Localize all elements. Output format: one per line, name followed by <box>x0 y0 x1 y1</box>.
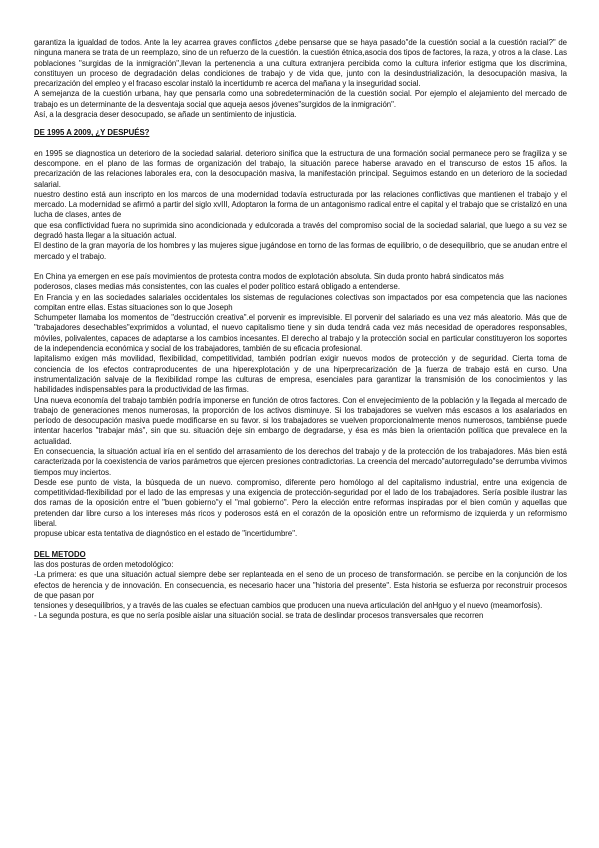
section-heading: DE 1995 A 2009, ¿Y DESPUÉS? <box>34 128 150 138</box>
paragraph: Desde ese punto de vista, la búsqueda de un nuevo. compromiso, diferente pero homólogo al del capitalismo industrial, entre una exigencia de competitividad-flexibilidad por el lado de las empresas y una exigencia de protección-seguridad por el lado de los trabajadores. Sería posible ilustrar las dos ramas de la oposición entre el "buen gobierno"y el "mal gobierno". Pero la elección entre reformas inspiradas por el bien común y aquellas que pretenden dar libre curso a los intereses más ricos y poderosos está en el corazón de la oposición entre un reformismo de izquierda y un reformismo liberal. <box>34 477 567 529</box>
paragraph: poderosos, clases medias más consistentes, con las cuales el poder político estará obligado a entenderse. <box>34 282 401 292</box>
paragraph: En Francia y en las sociedades salariales occidentales los sistemas de regulaciones colectivas son impactados por esa competencia que las naciones compitan entre ellas. Estas situaciones son lo que Joseph <box>34 292 567 312</box>
paragraph: propuse ubicar esta tentativa de diagnóstico en el estado de "incertidumbre". <box>34 529 298 539</box>
section-heading: DEL METODO <box>34 549 86 559</box>
paragraph: Una nueva economía del trabajo también podría imponerse en función de otros factores. Con el envejecimiento de la población y la llegada al mercado de trabajo de generaciones menos numerosas, la proporción de los activos disminuye. Si los trabajadores se vuelven más escasos a los asalariados en período de desocupación masiva puede modificarse en su favor. si los trabajadores se vuelven proporcionalmente menos numerosos, tambiénse puede intentar hacerlos "trabajar más", sin que su. situación deje sin embargo de degradarse, y ésa es más bien la orientación política que prevalece en la actualidad. <box>34 395 567 446</box>
paragraph: tensiones y desequilibrios, y a través de las cuales se efectuan cambios que producen una nueva articulación del anHguo y el nuevo (meamorfosis). <box>34 601 543 611</box>
paragraph: Así, a la desgracia deser desocupado, se añade un sentimiento de injusticia. <box>34 110 297 120</box>
paragraph: las dos posturas de orden metodológico: <box>34 559 174 569</box>
paragraph: A semejanza de la cuestión urbana, hay que pensarla como una sobredeterminación de la cuestión social. Por ejemplo el alejamiento del mercado de trabajo es un determinante de la desventaja social que aqueja aesos jóvenes"surgidos de la inmigración". <box>34 89 567 109</box>
paragraph: En consecuencia, la situación actual iría en el sentido del arrasamiento de los derechos del trabajo y de la protección de los trabajadores. Más bien está caracterizada por la coexistencia de varios parámetros que ejercen presiones contradictorias. La creencia del mercado"autorregulado"se derrumba vivimos tiempos muy inciertos. <box>34 446 567 477</box>
paragraph: - La segunda postura, es que no sería posible aislar una situación social. se trata de deslindar procesos transversales que recorren <box>34 611 484 621</box>
paragraph: nuestro destino está aun inscripto en los marcos de una modernidad todavía estructurada por las relaciones conflictivas que mantienen el trabajo y el mercado. La modernidad se afirmó a partir del siglo xvIII, Adoptaron la forma de un antagonismo radical entre el capital y el trabajo que se cristalizó en una lucha de clases, antes de <box>34 189 567 220</box>
paragraph: En China ya emergen en ese país movimientos de protesta contra modos de explotación absoluta. Sin duda pronto habrá sindicatos más <box>34 271 504 281</box>
paragraph: -La primera: es que una situación actual siempre debe ser replanteada en el seno de un proceso de transformación. se percibe en la conjunción de los efectos de herencia y de innovación. En consecuencia, es necesario hacer una "historia del presente". Esta historia se esfuerza por reconstruir procesos de que pasan por <box>34 570 567 600</box>
paragraph: El destino de la gran mayoría de los hombres y las mujeres sigue jugándose en torno de las formas de equilibrio, o de desequilibrio, que se anudan entre el mercado y el trabajo. <box>34 241 567 261</box>
paragraph: lapitalismo exigen más movilidad, flexibilidad, competitividad, también podrían exigir nuevos modos de protección y de seguridad. Cierta toma de conciencia de los efectos contraproducentes de una hiperexplotación y de una hiperprecarización de ]a fuerza de trabajo está en curso. Una instrumentalización salvaje de la flexibilidad rompe las culturas de empresa, esenciales para garantizar la transmisión de los conocimientos y las habilidades indispensables para la productividad de las firmas. <box>34 354 567 395</box>
paragraph: Schumpeter llamaba los momentos de "destrucción creativa".el porvenir es imprevisible. El porvenir del salariado es una vez más aleatorio. Más que de "trabajadores desechables"exprimidos a voluntad, el nuevo capitalismo tiene y sin duda tendrá cada vez más necesidad de operadores responsables, móviles, polivalentes, capaces de adaptarse a los cambios incesantes. El derecho al trabajo y la protección social en particular constituyeron los soportes de la independencia económica y social de los trabajadores, también de su eficacia profesional. <box>34 313 567 354</box>
paragraph: en 1995 se diagnostica un deterioro de la sociedad salarial. deterioro sinifica que la estructura de una formación social permanece pero se fragiliza y se descompone. en el plano de las formas de organización del trabajo, la situación parece haberse aravado en el transcurso de estos 15 años. la precarización de las relaciones laborales era, con la desocupación masiva, la manifestación principal. Seguimos estando en un deterioro de la sociedad salarial. <box>34 148 567 189</box>
paragraph: que esa conflictividad fuera no suprimida sino acondicionada y edulcorada a través del compromiso social de la sociedad salarial, que luego a su vez se degradó hasta llegar a la situación actual. <box>34 220 567 241</box>
paragraph: garantiza la igualdad de todos. Ante la ley acarrea graves conflictos ¿debe pensarse que se haya pasado"de la cuestión social a la cuestión racial?" de ninguna manera se trata de un reemplazo, sino de un refuerzo de la cuestión. la cuestión étnica,asocia dos tipos de factores, la raza, y otros a la clase. Las poblaciones "surgidas de la inmigración",llevan la pertenencia a una cultura extranjera percibida como la cultura inferior estigma que los discrimina, constituyen un proceso de degradación delas condiciones de trabajo y de vida que, junto con la desindustrialización, la desocupación masiva, la precarización del empleo y el fracaso escolar instalò la incertidumb re acerca del mañana y la inseguridad social. <box>34 38 567 89</box>
